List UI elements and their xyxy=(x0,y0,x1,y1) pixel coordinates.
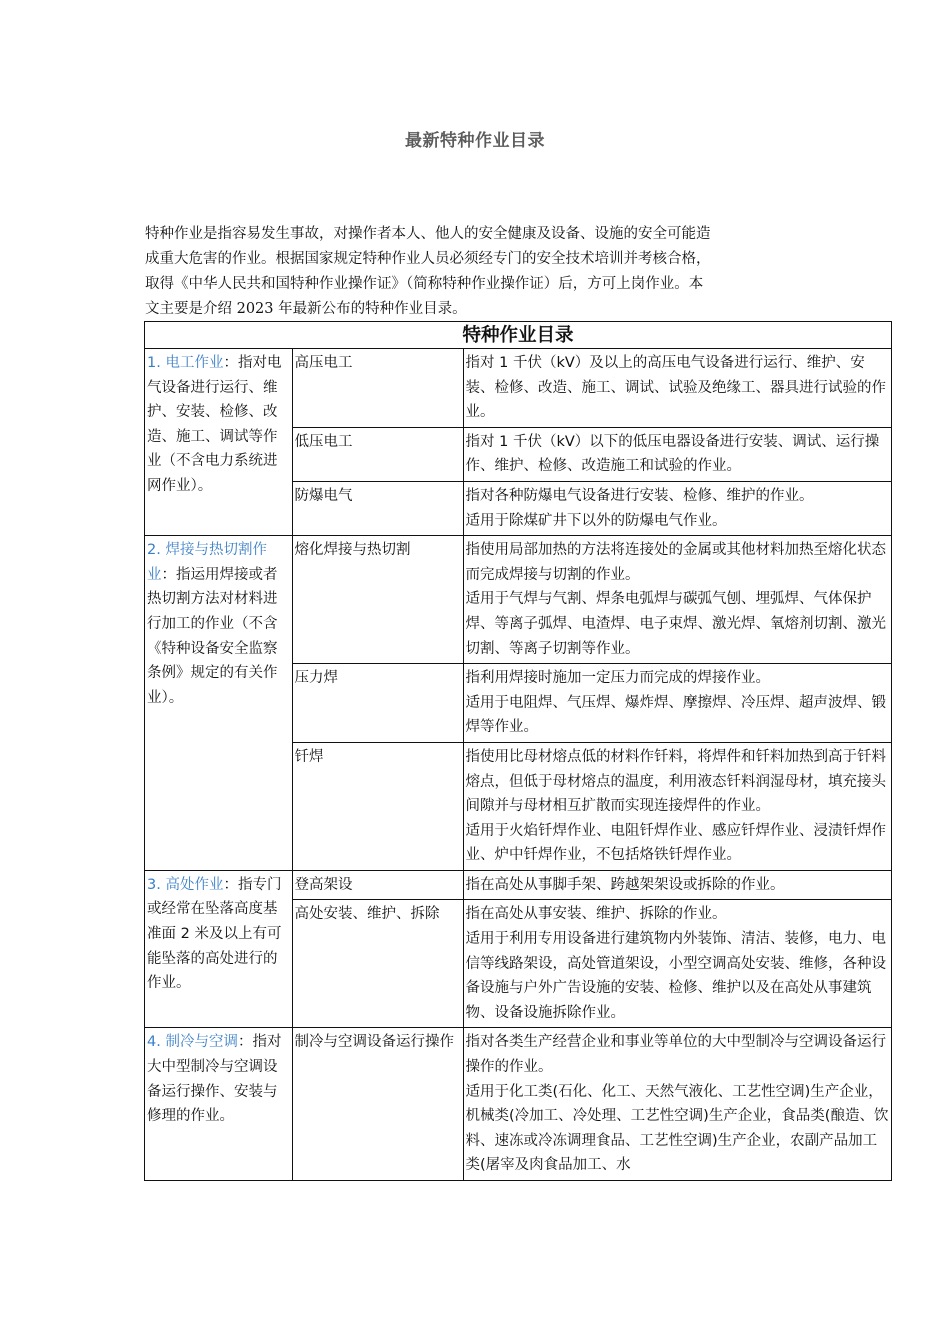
special-operations-table xyxy=(144,321,892,1181)
description-paragraph: 指对 1 千伏（kV）以下的低压电器设备进行安装、调试、运行操作、维护、检修、改造施工和试验的作业。 xyxy=(465,433,880,475)
operation-name: 高处安装、维护、拆除 xyxy=(292,900,463,1028)
operation-name: 登高架设 xyxy=(292,870,463,900)
operation-name: 低压电工 xyxy=(292,427,463,481)
category-title: 1. 电工作业 xyxy=(147,355,224,371)
operation-name: 钎焊 xyxy=(292,742,463,870)
operation-description xyxy=(463,900,892,1028)
table-row xyxy=(145,1028,892,1181)
category-description: ：指对电气设备进行运行、维护、安装、检修、改造、施工、调试等作业（不含电力系统进网作业）。 xyxy=(147,355,282,494)
category-title: 3. 高处作业 xyxy=(147,876,224,893)
operation-description xyxy=(463,481,892,535)
description-paragraph: 指对 1 千伏（kV）及以上的高压电气设备进行运行、维护、安装、检修、改造、施工、调试、试验及绝缘工、器具进行试验的作业。 xyxy=(465,355,886,421)
category-title: 4. 制冷与空调 xyxy=(147,1034,238,1051)
operation-description xyxy=(463,349,892,428)
category-cell xyxy=(145,349,293,536)
document-title: 最新特种作业目录 xyxy=(405,131,545,151)
category-cell xyxy=(145,870,293,1028)
description-paragraph: 适用于气焊与气割、焊条电弧焊与碳弧气刨、埋弧焊、气体保护焊、等离子弧焊、电渣焊、电子束焊、激光焊、氧熔剂切割、激光切割、等离子切割等作业。 xyxy=(465,591,886,657)
category-description: ：指运用焊接或者热切割方法对材料进行加工的作业（不含《特种设备安全监察条例》规定的有关作业）。 xyxy=(147,566,278,706)
intro-line: 成重大危害的作业。根据国家规定特种作业人员必须经专门的安全技术培训并考核合格， xyxy=(145,251,711,267)
intro-line: 特种作业是指容易发生事故，对操作者本人、他人的安全健康及设备、设施的安全可能造 xyxy=(145,226,711,242)
intro-line: 文主要是介绍 2023 年最新公布的特种作业目录。 xyxy=(145,301,467,317)
description-paragraph: 指使用局部加热的方法将连接处的金属或其他材料加热至熔化状态而完成焊接与切割的作业。 xyxy=(465,542,886,583)
table-body xyxy=(145,349,892,1181)
intro-line: 取得《中华人民共和国特种作业操作证》（简称特种作业操作证）后，方可上岗作业。本 xyxy=(145,276,704,292)
table-header: 特种作业目录 xyxy=(145,322,892,349)
description-paragraph: 指对各种防爆电气设备进行安装、检修、维护的作业。 xyxy=(465,487,814,504)
operation-name: 制冷与空调设备运行操作 xyxy=(292,1028,463,1181)
operation-name: 高压电工 xyxy=(292,349,463,428)
operation-name: 压力焊 xyxy=(292,664,463,743)
category-description: ：指专门或经常在坠落高度基准面 2 米及以上有可能坠落的高处进行的作业。 xyxy=(147,876,282,992)
intro-paragraph xyxy=(145,222,805,322)
operation-description xyxy=(463,427,892,481)
category-title: 2. 焊接与热切割作业 xyxy=(147,542,267,583)
table-row xyxy=(145,870,892,900)
description-paragraph: 适用于除煤矿井下以外的防爆电气作业。 xyxy=(465,512,727,529)
description-paragraph: 适用于利用专用设备进行建筑物内外装饰、清洁、装修，电力、电信等线路架设，高处管道架设，小型空调高处安装、维修，各种设备设施与户外广告设施的安装、检修、维护以及在高处从事建筑物、设备设施拆除作业。 xyxy=(465,931,886,1021)
description-paragraph: 指对各类生产经营企业和事业等单位的大中型制冷与空调设备运行操作的作业。 xyxy=(465,1034,886,1076)
category-description: ：指对大中型制冷与空调设备运行操作、安装与修理的作业。 xyxy=(147,1034,282,1125)
operation-name: 熔化焊接与热切割 xyxy=(292,536,463,664)
description-paragraph: 适用于火焰钎焊作业、电阻钎焊作业、感应钎焊作业、浸渍钎焊作业、炉中钎焊作业，不包括烙铁钎焊作业。 xyxy=(465,822,886,864)
operation-description xyxy=(463,536,892,664)
operation-description xyxy=(463,870,892,900)
description-paragraph: 指在高处从事脚手架、跨越架架设或拆除的作业。 xyxy=(465,876,785,893)
operation-description xyxy=(463,1028,892,1181)
category-cell xyxy=(145,1028,293,1181)
description-paragraph: 指在高处从事安装、维护、拆除的作业。 xyxy=(465,906,727,923)
operation-name: 防爆电气 xyxy=(292,481,463,535)
operation-description xyxy=(463,742,892,870)
description-paragraph: 适用于电阻焊、气压焊、爆炸焊、摩擦焊、冷压焊、超声波焊、锻焊等作业。 xyxy=(465,694,886,736)
table-header-row xyxy=(145,322,892,349)
description-paragraph: 适用于化工类(石化、化工、天然气液化、工艺性空调)生产企业，机械类(冷加工、冷处理、工艺性空调)生产企业，食品类(酿造、饮料、速冻或冷冻调理食品、工艺性空调)生产企业，农副产品加工类(屠宰及肉食品加工、水 xyxy=(465,1083,889,1174)
table-row xyxy=(145,349,892,428)
category-cell xyxy=(145,536,293,871)
operation-description xyxy=(463,664,892,743)
description-paragraph: 指利用焊接时施加一定压力而完成的焊接作业。 xyxy=(465,670,770,687)
description-paragraph: 指使用比母材熔点低的材料作钎料，将焊件和钎料加热到高于钎料熔点，但低于母材熔点的温度，利用液态钎料润湿母材，填充接头间隙并与母材相互扩散而实现连接焊件的作业。 xyxy=(465,748,886,815)
table-row xyxy=(145,536,892,664)
